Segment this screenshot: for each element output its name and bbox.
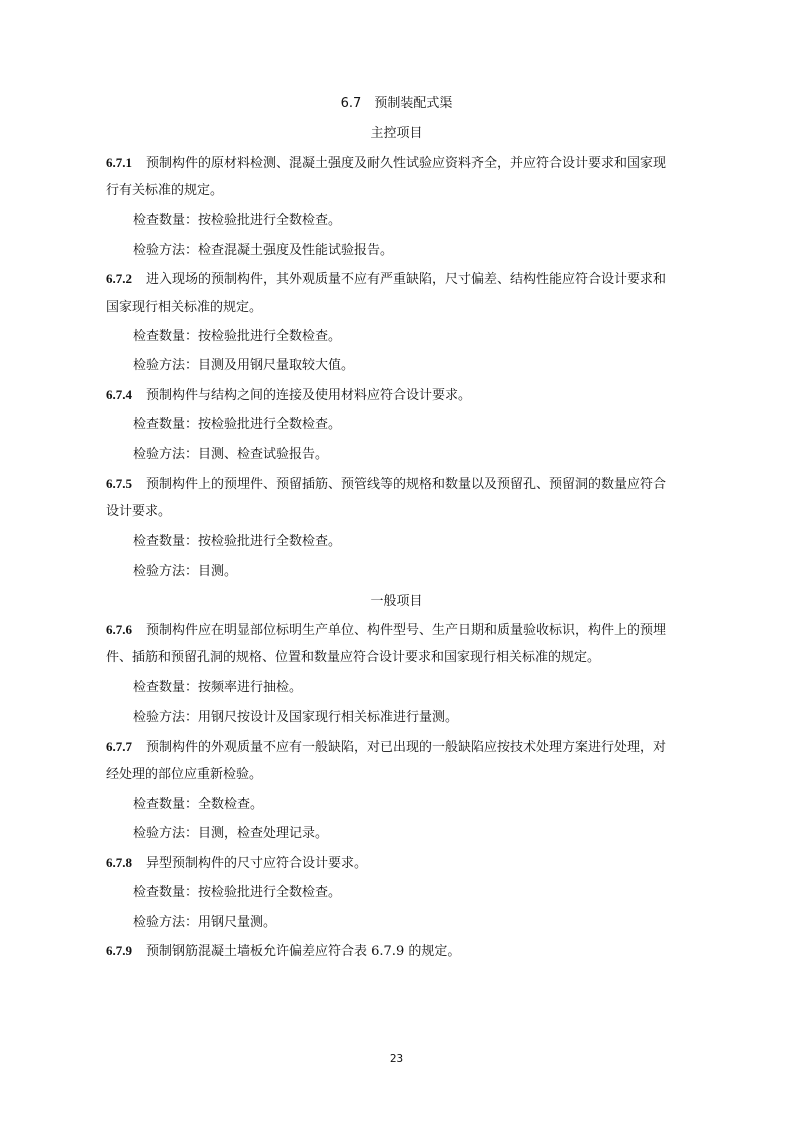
section-title: 6.7 预制装配式渠 bbox=[340, 96, 453, 111]
clause-number: 6.7.1 bbox=[106, 155, 132, 170]
general-items-heading: 一般项目 bbox=[370, 594, 423, 609]
clause-number: 6.7.7 bbox=[106, 739, 132, 754]
check-method: 检验方法：用钢尺按设计及国家现行相关标准进行量测。 bbox=[133, 710, 459, 725]
clause-number: 6.7.9 bbox=[106, 943, 132, 958]
check-method: 检验方法：目测。 bbox=[133, 564, 238, 579]
clause-6-7-7 bbox=[106, 736, 686, 755]
clause-text-continued: 经处理的部位应重新检验。 bbox=[106, 767, 263, 782]
clause-text: 预制构件的外观质量不应有一般缺陷，对已出现的一般缺陷应按技术处理方案进行处理，对 bbox=[146, 740, 667, 755]
clause-6-7-4 bbox=[106, 384, 686, 403]
check-quantity: 检查数量：按频率进行抽检。 bbox=[133, 680, 303, 695]
clause-6-7-8 bbox=[106, 852, 686, 871]
check-method: 检验方法：用钢尺量测。 bbox=[133, 915, 277, 930]
clause-6-7-6 bbox=[106, 619, 686, 638]
clause-number: 6.7.4 bbox=[106, 387, 132, 402]
clause-6-7-9 bbox=[106, 940, 686, 959]
check-quantity: 检查数量：按检验批进行全数检查。 bbox=[133, 213, 342, 228]
clause-6-7-1 bbox=[106, 152, 686, 171]
clause-text-continued: 行有关标准的规定。 bbox=[106, 183, 224, 198]
check-method: 检验方法：目测、检查试验报告。 bbox=[133, 447, 329, 462]
clause-text-continued: 国家现行相关标准的规定。 bbox=[106, 300, 263, 315]
check-method: 检验方法：检查混凝土强度及性能试验报告。 bbox=[133, 243, 394, 258]
check-quantity: 检查数量：按检验批进行全数检查。 bbox=[133, 329, 342, 344]
clause-text-continued: 件、插筋和预留孔洞的规格、位置和数量应符合设计要求和国家现行相关标准的规定。 bbox=[106, 650, 601, 665]
clause-number: 6.7.2 bbox=[106, 271, 132, 286]
clause-text: 预制构件应在明显部位标明生产单位、构件型号、生产日期和质量验收标识，构件上的预埋 bbox=[146, 623, 667, 638]
clause-text: 预制构件上的预埋件、预留插筋、预管线等的规格和数量以及预留孔、预留洞的数量应符合 bbox=[146, 477, 667, 492]
clause-text: 异型预制构件的尺寸应符合设计要求。 bbox=[146, 856, 368, 871]
check-method: 检验方法：目测及用钢尺量取较大值。 bbox=[133, 358, 355, 373]
clause-text: 进入现场的预制构件，其外观质量不应有严重缺陷，尺寸偏差、结构性能应符合设计要求和 bbox=[146, 272, 667, 287]
check-quantity: 检查数量：按检验批进行全数检查。 bbox=[133, 885, 342, 900]
clause-text: 预制构件与结构之间的连接及使用材料应符合设计要求。 bbox=[146, 388, 472, 403]
clause-text: 预制构件的原材料检测、混凝土强度及耐久性试验应资料齐全，并应符合设计要求和国家现 bbox=[146, 156, 667, 171]
main-items-heading: 主控项目 bbox=[370, 126, 423, 141]
clause-number: 6.7.8 bbox=[106, 855, 132, 870]
clause-6-7-2 bbox=[106, 268, 686, 287]
check-method: 检验方法：目测，检查处理记录。 bbox=[133, 826, 329, 841]
check-quantity: 检查数量：按检验批进行全数检查。 bbox=[133, 417, 342, 432]
clause-number: 6.7.5 bbox=[106, 476, 132, 491]
page-number: 23 bbox=[389, 1052, 404, 1065]
clause-6-7-5 bbox=[106, 473, 686, 492]
clause-text: 预制钢筋混凝土墙板允许偏差应符合表 6.7.9 的规定。 bbox=[146, 944, 461, 959]
check-quantity: 检查数量：按检验批进行全数检查。 bbox=[133, 534, 342, 549]
check-quantity: 检查数量：全数检查。 bbox=[133, 797, 264, 812]
clause-number: 6.7.6 bbox=[106, 622, 132, 637]
clause-text-continued: 设计要求。 bbox=[106, 504, 172, 519]
